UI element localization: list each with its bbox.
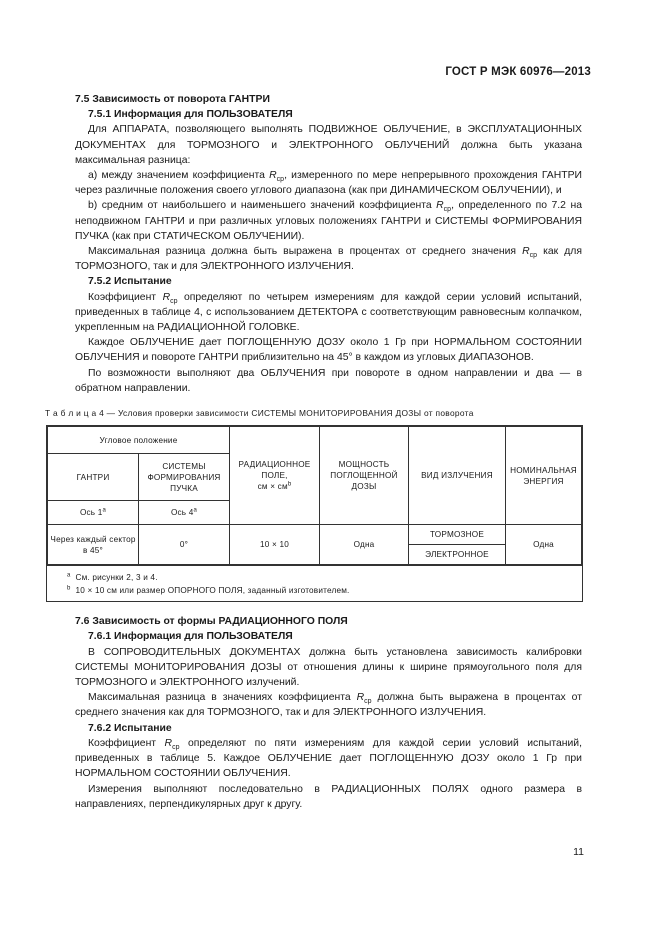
note-b: $^b$ 10 × 10 см или размер ОПОРНОГО ПОЛЯ, заданный изготовителем.: [67, 585, 350, 596]
paragraph: Коэффициент $R_{ср}$ определяют по пяти измерениям для каждой серии условий испытаний, приведенных в таблице 5. Каждое ОБЛУЧЕНИЕ дает ПОГЛОЩЕННУЮ ДОЗУ около 1 Гр при НОРМАЛЬНОМ СОСТОЯНИИ ОБЛУЧЕНИЯ.: [75, 737, 582, 780]
header-radiation-type: ВИД ИЗЛУЧЕНИЯ: [409, 427, 506, 525]
section-7-6-title: 7.6 Зависимость от формы РАДИАЦИОННОГО ПОЛЯ: [75, 616, 348, 628]
note-a: $^a$ См. рисунки 2, 3 и 4.: [67, 572, 158, 583]
section-7-5-2-title: 7.5.2 Испытание: [88, 276, 172, 288]
cell-gantry-value: Через каждый сектор в 45°: [48, 525, 139, 565]
paragraph: Каждое ОБЛУЧЕНИЕ дает ПОГЛОЩЕННУЮ ДОЗУ около 1 Гр при НОРМАЛЬНОМ СОСТОЯНИИ ОБЛУЧЕНИЯ и повороте ГАНТРИ приблизительно на 45° в каждом из угловых ДИАПАЗОНОВ.: [75, 337, 582, 364]
cell-energy-value: Одна: [506, 525, 582, 565]
header-beam-system: СИСТЕМЫ ФОРМИРОВАНИЯ ПУЧКА: [139, 454, 230, 501]
standard-header: ГОСТ Р МЭК 60976—2013: [445, 66, 591, 78]
cell-type-bremsstrahlung: ТОРМОЗНОЕ: [409, 525, 506, 545]
header-dose-rate: МОЩНОСТЬ ПОГЛОЩЕННОЙ ДОЗЫ: [320, 427, 409, 525]
section-7-6-2-title: 7.6.2 Испытание: [88, 722, 172, 734]
section-7-5-1-title: 7.5.1 Информация для ПОЛЬЗОВАТЕЛЯ: [88, 109, 293, 121]
table-notes: [47, 565, 582, 601]
axis-4: Ось 4$^a$: [139, 501, 230, 525]
table-4: [46, 425, 583, 602]
header-gantry: ГАНТРИ: [48, 454, 139, 501]
section-7-6-1-title: 7.6.1 Информация для ПОЛЬЗОВАТЕЛЯ: [88, 631, 293, 643]
list-item-b: b) средним от наибольшего и наименьшего значений коэффициента $R_{ср}$, определенного по 7.2 на неподвижном ГАНТРИ и при различных угловых положениях ГАНТРИ и СИСТЕМЫ ФОРМИРОВАНИЯ ПУЧКА (как при СТАТИЧЕСКОМ ОБЛУЧЕНИИ).: [75, 200, 582, 242]
header-angular-position: Угловое положение: [48, 427, 230, 454]
paragraph: Коэффициент $R_{ср}$ определяют по четырем измерениям для каждой серии условий испытаний, приведенных в таблице 4, с использованием ДЕТЕКТОРА с соответствующим равновесным колпачком, укрепленным на РАДИАЦИОННОЙ ГОЛОВКЕ.: [75, 291, 582, 334]
header-radiation-field: РАДИАЦИОННОЕ ПОЛЕ, см × $см^b$: [230, 427, 320, 525]
axis-1: Ось 1$^a$: [48, 501, 139, 525]
list-item-a: a) между значением коэффициента $R_{ср}$, измеренного по мере непрерывного прохождения ГАНТРИ через различные положения своего углового диапазона (как при ДИНАМИЧЕСКОМ ОБЛУЧЕНИИ), и: [75, 170, 582, 197]
paragraph: В СОПРОВОДИТЕЛЬНЫХ ДОКУМЕНТАХ должна быть установлена зависимость калибровки СИСТЕМЫ МОНИТОРИРОВАНИЯ ДОЗЫ от отношения длины к ширине прямоугольного поля для ТОРМОЗНОГО и ЭЛЕКТРОННОГО излучений.: [75, 646, 582, 689]
header-nominal-energy: НОМИНАЛЬНАЯ ЭНЕРГИЯ: [506, 427, 582, 525]
table-caption: Т а б л и ц а 4 — Условия проверки зависимости СИСТЕМЫ МОНИТОРИРОВАНИЯ ДОЗЫ от поворота: [45, 408, 474, 419]
paragraph: Максимальная разница в значениях коэффициента $R_{ср}$ должна быть выражена в процентах от среднего значения как для ТОРМОЗНОГО, так и для ЭЛЕКТРОННОГО ИЗЛУЧЕНИЯ.: [75, 692, 582, 719]
paragraph: По возможности выполняют два ОБЛУЧЕНИЯ при повороте в одном направлении и два — в обратном направлении.: [75, 367, 582, 394]
page-content: [45, 92, 582, 812]
cell-type-electron: ЭЛЕКТРОННОЕ: [409, 545, 506, 565]
cell-field-value: 10 × 10: [230, 525, 320, 565]
paragraph: Для АППАРАТА, позволяющего выполнять ПОДВИЖНОЕ ОБЛУЧЕНИЕ, в ЭКСПЛУАТАЦИОННЫХ ДОКУМЕНТАХ для ТОРМОЗНОГО и ЭЛЕКТРОННОГО ОБЛУЧЕНИЙ должна быть указана максимальная разница:: [75, 124, 582, 166]
page-number: 11: [573, 846, 584, 858]
cell-beam-value: 0°: [139, 525, 230, 565]
paragraph: Измерения выполняют последовательно в РАДИАЦИОННЫХ ПОЛЯХ одного размера в направлениях, перпендикулярных друг к другу.: [75, 783, 582, 810]
section-7-5-title: 7.5 Зависимость от поворота ГАНТРИ: [75, 94, 270, 105]
paragraph: Максимальная разница должна быть выражена в процентах от среднего значения $R_{ср}$ как для ТОРМОЗНОГО, так и для ЭЛЕКТРОННОГО ИЗЛУЧЕНИЯ.: [75, 246, 582, 273]
cell-dose-value: Одна: [320, 525, 409, 565]
